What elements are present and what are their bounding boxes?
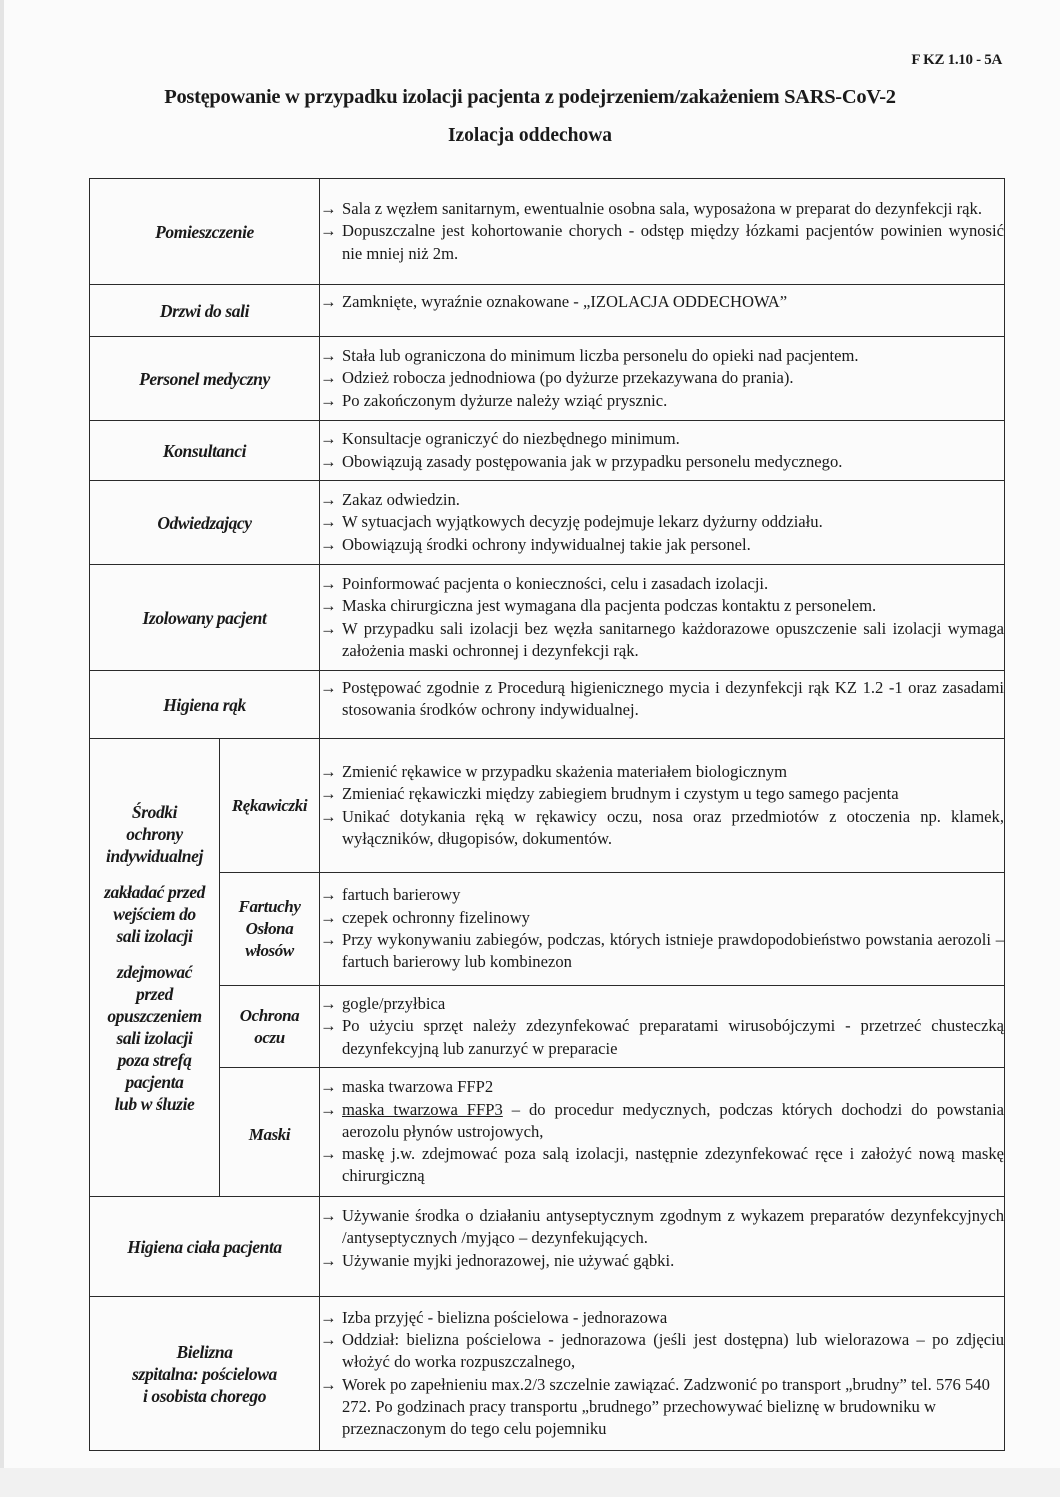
row-label: Higiena ciała pacjenta bbox=[90, 1197, 320, 1297]
row-content bbox=[320, 421, 1005, 481]
list-item: → Zakaz odwiedzin. bbox=[320, 489, 1004, 511]
arrow-right-icon: → bbox=[320, 221, 337, 241]
row-content bbox=[320, 179, 1005, 285]
arrow-right-icon: → bbox=[320, 534, 337, 554]
arrow-right-icon: → bbox=[320, 596, 337, 616]
scan-edge-shadow bbox=[0, 0, 4, 1497]
list-item: → Używanie środka o działaniu antyseptycznym zgodnym z wykazem preparatów dezynfekcyjnych /antyseptycznych /myjąco – dezynfekujących. bbox=[320, 1206, 1004, 1248]
arrow-right-icon: → bbox=[320, 512, 337, 532]
list-item: → Przy wykonywaniu zabiegów, podczas, których istnieje prawdopodobieństwo powstania aerozoli – fartuch barierowy lub kombinezon bbox=[320, 930, 1004, 972]
table-row bbox=[90, 285, 1005, 337]
document-subtitle: Izolacja oddechowa bbox=[447, 125, 613, 146]
underlined-term: maska twarzowa FFP3 bbox=[342, 1099, 503, 1119]
procedure-table bbox=[89, 178, 1005, 1451]
list-item: → Obowiązują środki ochrony indywidualnej takie jak personel. bbox=[320, 534, 1004, 556]
arrow-right-icon: → bbox=[320, 618, 337, 638]
list-item: → Odzież robocza jednodniowa (po dyżurze przekazywana do prania). bbox=[320, 367, 1004, 389]
list-item: → Obowiązują zasady postępowania jak w przypadku personelu medycznego. bbox=[320, 451, 1004, 473]
arrow-right-icon: → bbox=[320, 1144, 337, 1164]
row-content bbox=[320, 986, 1005, 1068]
document-code: F KZ 1.10 - 5A bbox=[911, 52, 1002, 68]
arrow-right-icon: → bbox=[320, 806, 337, 826]
ppe-side-label: Środki ochrony indywidualnej zakładać przed wejściem do sali izolacji zdejmować przed opuszczeniem sali izolacji poza strefą pacjenta lub w śluzie bbox=[90, 739, 220, 1197]
table-row bbox=[90, 1068, 1005, 1197]
list-item: → W przypadku sali izolacji bez węzła sanitarnego każdorazowe opuszczenie sali izolacji wymaga założenia maski ochronnej i dezynfekcji rąk. bbox=[320, 618, 1004, 660]
arrow-right-icon: → bbox=[320, 761, 337, 781]
row-content bbox=[320, 1068, 1005, 1197]
table-row bbox=[90, 671, 1005, 739]
row-content bbox=[320, 873, 1005, 986]
list-item: → Używanie myjki jednorazowej, nie używać gąbki. bbox=[320, 1250, 1004, 1272]
arrow-right-icon: → bbox=[320, 199, 337, 219]
row-label: Drzwi do sali bbox=[90, 285, 320, 337]
arrow-right-icon: → bbox=[320, 573, 337, 593]
list-item: → maska twarzowa FFP2 bbox=[320, 1076, 1004, 1098]
arrow-right-icon: → bbox=[320, 885, 337, 905]
row-content bbox=[320, 671, 1005, 739]
list-item: → Po użyciu sprzęt należy zdezynfekować preparatami wirusobójczymi - przetrzeć chusteczką dezynfekcyjną lub zanurzyć w preparacie bbox=[320, 1016, 1004, 1058]
list-item: → Stała lub ograniczona do minimum liczba personelu do opieki nad pacjentem. bbox=[320, 345, 1004, 367]
row-content bbox=[320, 1297, 1005, 1451]
arrow-right-icon: → bbox=[320, 292, 337, 311]
row-label: Higiena rąk bbox=[90, 671, 320, 739]
list-item: → fartuch barierowy bbox=[320, 884, 1004, 906]
arrow-right-icon: → bbox=[320, 1250, 337, 1270]
ppe-sub-label: Fartuchy Osłona włosów bbox=[220, 873, 320, 986]
list-item: → Unikać dotykania ręką w rękawicy oczu, nosa oraz przedmiotów z otoczenia np. klamek, wyłączników, długopisów, dokumentów. bbox=[320, 806, 1004, 848]
row-content bbox=[320, 285, 1005, 337]
arrow-right-icon: → bbox=[320, 1099, 337, 1119]
list-item: → gogle/przyłbica bbox=[320, 993, 1004, 1015]
row-content bbox=[320, 481, 1005, 565]
table-row bbox=[90, 565, 1005, 671]
list-item: → Maska chirurgiczna jest wymagana dla pacjenta podczas kontaktu z personelem. bbox=[320, 595, 1004, 617]
list-item: → Poinformować pacjenta o konieczności, celu i zasadach izolacji. bbox=[320, 573, 1004, 595]
row-label: Pomieszczenie bbox=[90, 179, 320, 285]
row-label: Konsultanci bbox=[90, 421, 320, 481]
row-content bbox=[320, 739, 1005, 873]
row-label: Personel medyczny bbox=[90, 337, 320, 421]
arrow-right-icon: → bbox=[320, 1307, 337, 1327]
row-label: Odwiedzający bbox=[90, 481, 320, 565]
table-row bbox=[90, 1297, 1005, 1451]
table-row bbox=[90, 873, 1005, 986]
arrow-right-icon: → bbox=[320, 390, 337, 410]
table-row bbox=[90, 1197, 1005, 1297]
row-content bbox=[320, 565, 1005, 671]
arrow-right-icon: → bbox=[320, 368, 337, 388]
arrow-right-icon: → bbox=[320, 1016, 337, 1036]
arrow-right-icon: → bbox=[320, 1077, 337, 1097]
arrow-right-icon: → bbox=[320, 994, 337, 1014]
arrow-right-icon: → bbox=[320, 930, 337, 949]
arrow-right-icon: → bbox=[320, 490, 337, 510]
list-item: → Po zakończonym dyżurze należy wziąć prysznic. bbox=[320, 390, 1004, 412]
table-row bbox=[90, 986, 1005, 1068]
document-title: Postępowanie w przypadku izolacji pacjenta z podejrzeniem/zakażeniem SARS-CoV-2 bbox=[164, 86, 896, 108]
ppe-sub-label: Maski bbox=[220, 1068, 320, 1197]
list-item: → Izba przyjęć - bielizna pościelowa - jednorazowa bbox=[320, 1307, 1004, 1329]
list-item: → Zamknięte, wyraźnie oznakowane - „IZOLACJA ODDECHOWA” bbox=[320, 291, 1004, 313]
arrow-right-icon: → bbox=[320, 1206, 337, 1225]
row-label: Bielizna szpitalna: pościelowa i osobista chorego bbox=[90, 1297, 320, 1451]
list-item: → Zmienić rękawice w przypadku skażenia materiałem biologicznym bbox=[320, 761, 1004, 783]
table-row bbox=[90, 337, 1005, 421]
list-item: → czepek ochronny fizelinowy bbox=[320, 907, 1004, 929]
table-row bbox=[90, 481, 1005, 565]
list-item: → Zmieniać rękawiczki między zabiegiem brudnym i czystym u tego samego pacjenta bbox=[320, 783, 1004, 805]
arrow-right-icon: → bbox=[320, 678, 337, 697]
list-item: → Konsultacje ograniczyć do niezbędnego minimum. bbox=[320, 428, 1004, 450]
arrow-right-icon: → bbox=[320, 451, 337, 471]
row-label: Izolowany pacjent bbox=[90, 565, 320, 671]
table-row bbox=[90, 421, 1005, 481]
row-content bbox=[320, 1197, 1005, 1297]
ppe-sub-label: Rękawiczki bbox=[220, 739, 320, 873]
list-item: → maskę j.w. zdejmować poza salą izolacji, następnie zdezynfekować ręce i założyć nową maskę chirurgiczną bbox=[320, 1144, 1004, 1186]
arrow-right-icon: → bbox=[320, 907, 337, 927]
list-item: → maska twarzowa FFP3 – do procedur medycznych, podczas których dochodzi do powstania aerozolu płynów ustrojowych, bbox=[320, 1099, 1005, 1141]
list-item: → Dopuszczalne jest kohortowanie chorych - odstęp między łózkami pacjentów powinien wynosić nie mniej niż 2m. bbox=[320, 221, 1004, 263]
arrow-right-icon: → bbox=[320, 784, 337, 804]
row-content bbox=[320, 337, 1005, 421]
ppe-sub-label: Ochrona oczu bbox=[220, 986, 320, 1068]
table-row bbox=[90, 179, 1005, 285]
arrow-right-icon: → bbox=[320, 1329, 337, 1349]
list-item: → W sytuacjach wyjątkowych decyzję podejmuje lekarz dyżurny oddziału. bbox=[320, 511, 1004, 533]
scan-bottom-shadow bbox=[0, 1468, 1060, 1497]
list-item: → Worek po zapełnieniu max.2/3 szczelnie zawiązać. Zadzwonić po transport „brudny” tel. 576 540 272. Po godzinach pracy transportu „brudnego” przechowywać bieliznę w brudowniku w przeznaczonym do tego celu pojemniku bbox=[320, 1374, 990, 1439]
list-item: → Postępować zgodnie z Procedurą higienicznego mycia i dezynfekcji rąk KZ 1.2 -1 oraz zasadami stosowania środków ochrony indywidualnej. bbox=[320, 678, 1004, 720]
list-item: → Sala z węzłem sanitarnym, ewentualnie osobna sala, wyposażona w preparat do dezynfekcji rąk. bbox=[320, 198, 1004, 220]
table-row bbox=[90, 739, 1005, 873]
list-item: → Oddział: bielizna pościelowa - jednorazowa (jeśli jest dostępna) lub wielorazowa – po zdjęciu włożyć do worka rozpuszczalnego, bbox=[320, 1329, 1004, 1372]
arrow-right-icon: → bbox=[320, 1374, 337, 1394]
arrow-right-icon: → bbox=[320, 346, 337, 366]
arrow-right-icon: → bbox=[320, 429, 337, 449]
